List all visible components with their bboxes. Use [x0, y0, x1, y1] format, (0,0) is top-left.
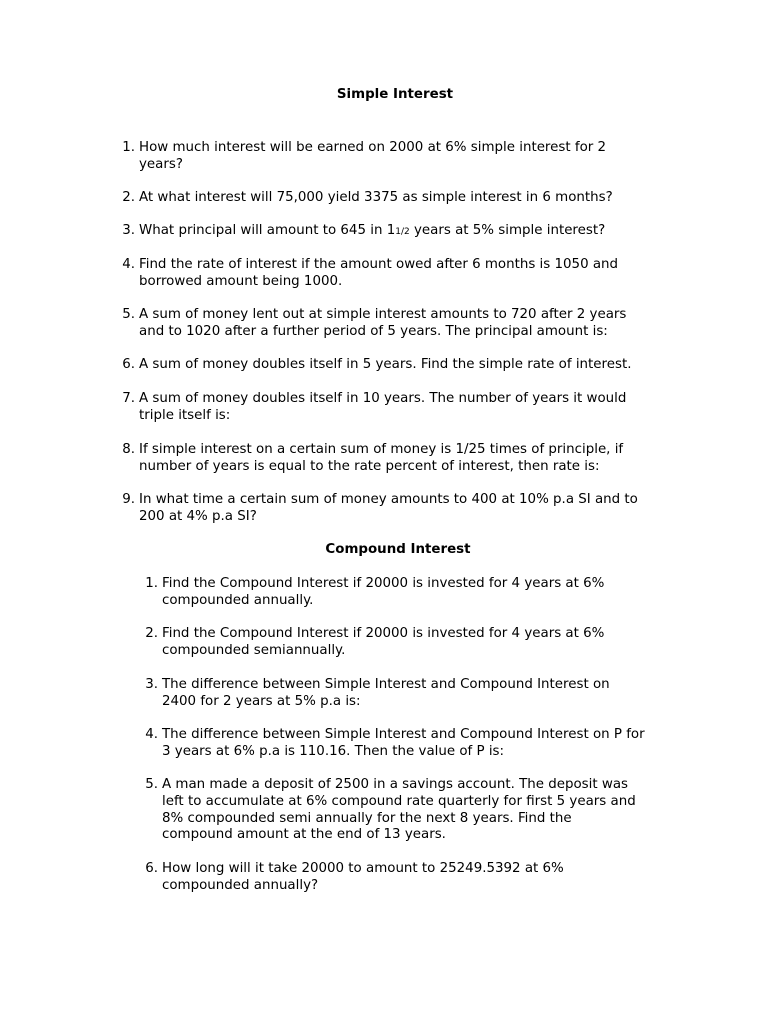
question-text: Find the Compound Interest if 20000 is invested for 4 years at 6% compounded semiannually. [162, 626, 605, 658]
item-number: 7. [122, 391, 135, 406]
question-text: If simple interest on a certain sum of money is 1/25 times of principle, if number of years is equal to the rate percent of interest, then rate is: [139, 442, 624, 474]
item-number: 1. [145, 576, 158, 591]
item-number: 6. [122, 357, 135, 372]
simple-interest-title: Simple Interest [336, 87, 454, 102]
item-number: 5. [122, 307, 135, 322]
question-text: A man made a deposit of 2500 in a savings account. The deposit was left to accumulate at 6% compound rate quarterly for first 5 years and 8% compounded semi annually for the next 8 years. Find the compound amount at the end of 13 years. [162, 777, 636, 843]
question-text: Find the rate of interest if the amount owed after 6 months is 1050 and borrowed amount being 1000. [139, 257, 619, 289]
compound-interest-title: Compound Interest [325, 542, 471, 557]
question-text: Find the Compound Interest if 20000 is invested for 4 years at 6% compounded annually. [162, 576, 605, 608]
item-number: 3. [145, 677, 158, 692]
question-text: How long will it take 20000 to amount to 25249.5392 at 6% compounded annually? [162, 861, 564, 893]
question-text: The difference between Simple Interest and Compound Interest on 2400 for 2 years at 5% p.a is: [162, 677, 610, 709]
item-number: 4. [145, 727, 158, 742]
question-text: The difference between Simple Interest and Compound Interest on P for 3 years at 6% p.a is 110.16. Then the value of P is: [162, 727, 645, 759]
question-text: At what interest will 75,000 yield 3375 as simple interest in 6 months? [139, 190, 613, 205]
item-number: 3. [122, 223, 135, 238]
item-number: 4. [122, 257, 135, 272]
item-number: 2. [122, 190, 135, 205]
question-text: What principal will amount to 645 in 11/2 years at 5% simple interest? [139, 223, 606, 238]
item-number: 6. [145, 861, 158, 876]
item-number: 5. [145, 777, 158, 792]
item-number: 2. [145, 626, 158, 641]
question-text: A sum of money doubles itself in 5 years. Find the simple rate of interest. [139, 357, 632, 372]
question-text: How much interest will be earned on 2000 at 6% simple interest for 2 years? [139, 140, 607, 172]
item-number: 9. [122, 492, 135, 507]
question-text: In what time a certain sum of money amounts to 400 at 10% p.a SI and to 200 at 4% p.a SI? [139, 492, 638, 524]
fraction-half: 1/2 [395, 227, 410, 237]
question-text: A sum of money doubles itself in 10 years. The number of years it would triple itself is: [139, 391, 627, 423]
item-number: 8. [122, 442, 135, 457]
question-text: A sum of money lent out at simple interest amounts to 720 after 2 years and to 1020 after a further period of 5 years. The principal amount is: [139, 307, 627, 339]
item-number: 1. [122, 140, 135, 155]
